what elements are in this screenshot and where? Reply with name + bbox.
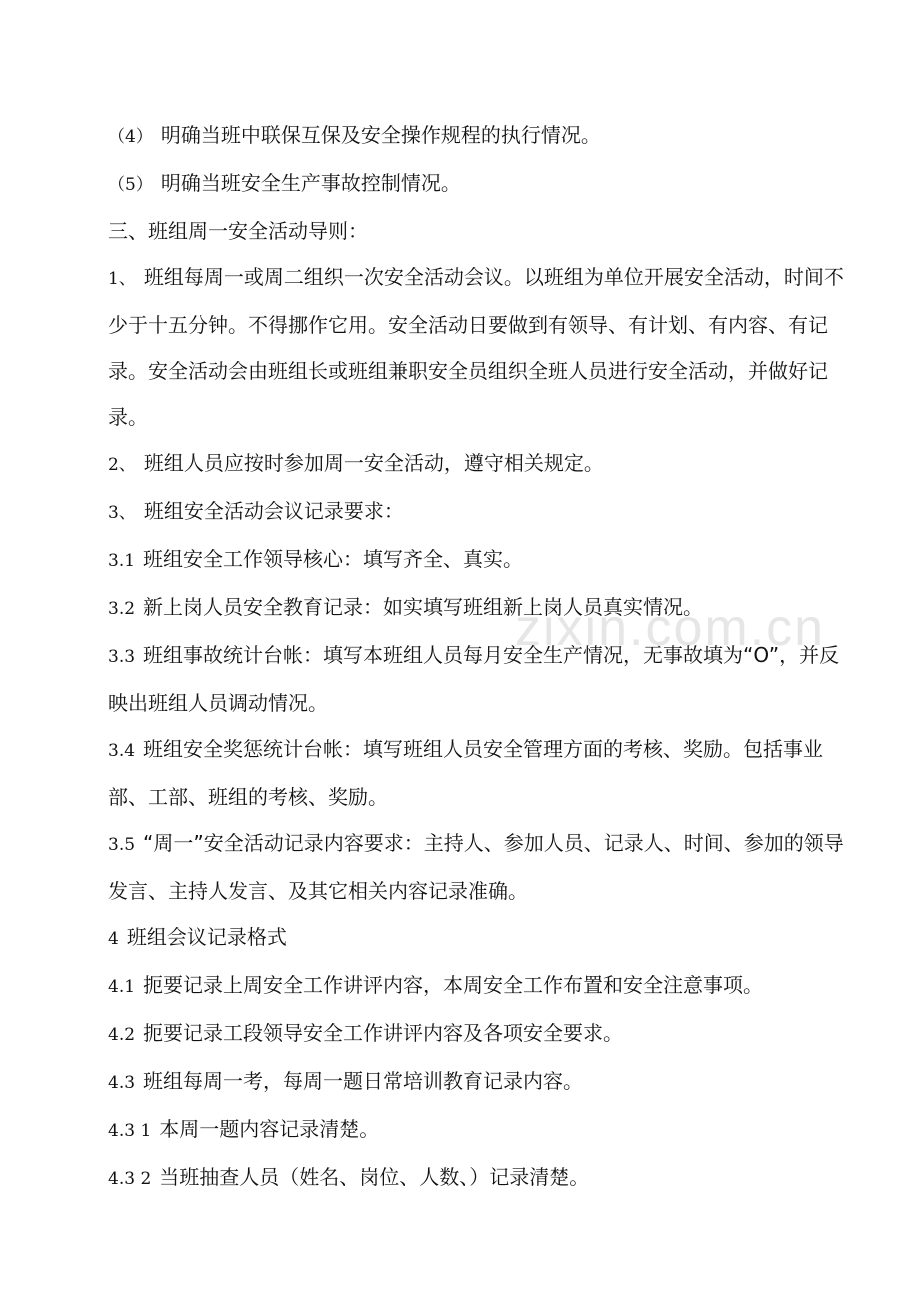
paragraph	[108, 584, 846, 632]
paragraph	[108, 536, 846, 584]
paragraph-number: 1、	[108, 269, 136, 289]
paragraph	[108, 1058, 846, 1106]
paragraph-number: 4.1	[108, 977, 136, 997]
paragraph	[108, 820, 846, 914]
document-body	[108, 112, 846, 1202]
section-heading	[108, 208, 846, 254]
paragraph-text: 扼要记录上周安全工作讲评内容，本周安全工作布置和安全注意事项。	[143, 973, 764, 997]
paragraph-text: 班组人员应按时参加周一安全活动，遵守相关规定。	[143, 451, 604, 475]
paragraph-number: 4	[108, 929, 119, 949]
paragraph	[108, 962, 846, 1010]
paragraph	[108, 254, 846, 440]
paragraph-text: 本周一题内容记录清楚。	[159, 1117, 380, 1141]
watermark: zixin.com.cn	[515, 599, 826, 657]
paragraph-number: 3、	[108, 503, 136, 523]
paragraph-number: （4）	[108, 127, 153, 147]
paragraph-text: 三、班组周一安全活动导则：	[108, 219, 368, 243]
paragraph-text: 明确当班安全生产事故控制情况。	[160, 171, 461, 195]
paragraph-number: 4.3 2	[108, 1169, 152, 1189]
paragraph-number: 3.2	[108, 599, 136, 619]
paragraph-number: 3.3	[108, 647, 136, 667]
paragraph	[108, 488, 846, 536]
paragraph-text: 班组安全奖惩统计台帐：填写班组人员安全管理方面的考核、奖励。包括事业部、工部、班组的考核、奖励。	[108, 737, 824, 809]
paragraph	[108, 632, 846, 726]
paragraph	[108, 1106, 846, 1154]
paragraph	[108, 160, 846, 208]
paragraph	[108, 112, 846, 160]
paragraph-number: 4.3	[108, 1073, 136, 1093]
paragraph-text: 班组安全工作领导核心：填写齐全、真实。	[143, 547, 524, 571]
paragraph-text: 班组事故统计台帐：填写本班组人员每月安全生产情况，无事故填为“O”，并反映出班组人员调动情况。	[108, 643, 840, 715]
paragraph-text: 扼要记录工段领导安全工作讲评内容及各项安全要求。	[143, 1021, 624, 1045]
paragraph-text: 班组每周一或周二组织一次安全活动会议。以班组为单位开展安全活动，时间不少于十五分钟。不得挪作它用。安全活动日要做到有领导、有计划、有内容、有记录。安全活动会由班组长或班组兼职安全员组织全班人员进行安全活动，并做好记录。	[108, 265, 844, 429]
paragraph	[108, 1154, 846, 1202]
paragraph-number: 3.1	[108, 551, 136, 571]
paragraph	[108, 1010, 846, 1058]
paragraph-number: 2、	[108, 455, 136, 475]
paragraph-text: 新上岗人员安全教育记录：如实填写班组新上岗人员真实情况。	[143, 595, 704, 619]
paragraph-text: 班组安全活动会议记录要求：	[143, 499, 404, 523]
paragraph-text: “周一”安全活动记录内容要求：主持人、参加人员、记录人、时间、参加的领导发言、主持人发言、及其它相关内容记录准确。	[108, 831, 844, 903]
paragraph-text: 班组每周一考，每周一题日常培训教育记录内容。	[143, 1069, 584, 1093]
paragraph	[108, 914, 846, 962]
paragraph-text: 明确当班中联保互保及安全操作规程的执行情况。	[160, 123, 601, 147]
paragraph-number: （5）	[108, 175, 153, 195]
paragraph-number: 4.3 1	[108, 1121, 152, 1141]
paragraph-number: 4.2	[108, 1025, 136, 1045]
paragraph	[108, 440, 846, 488]
paragraph-number: 3.5	[108, 835, 136, 855]
paragraph-number: 3.4	[108, 741, 136, 761]
paragraph-text: 当班抽查人员（姓名、岗位、人数、）记录清楚。	[159, 1165, 590, 1189]
paragraph	[108, 726, 846, 820]
paragraph-text: 班组会议记录格式	[126, 925, 287, 949]
